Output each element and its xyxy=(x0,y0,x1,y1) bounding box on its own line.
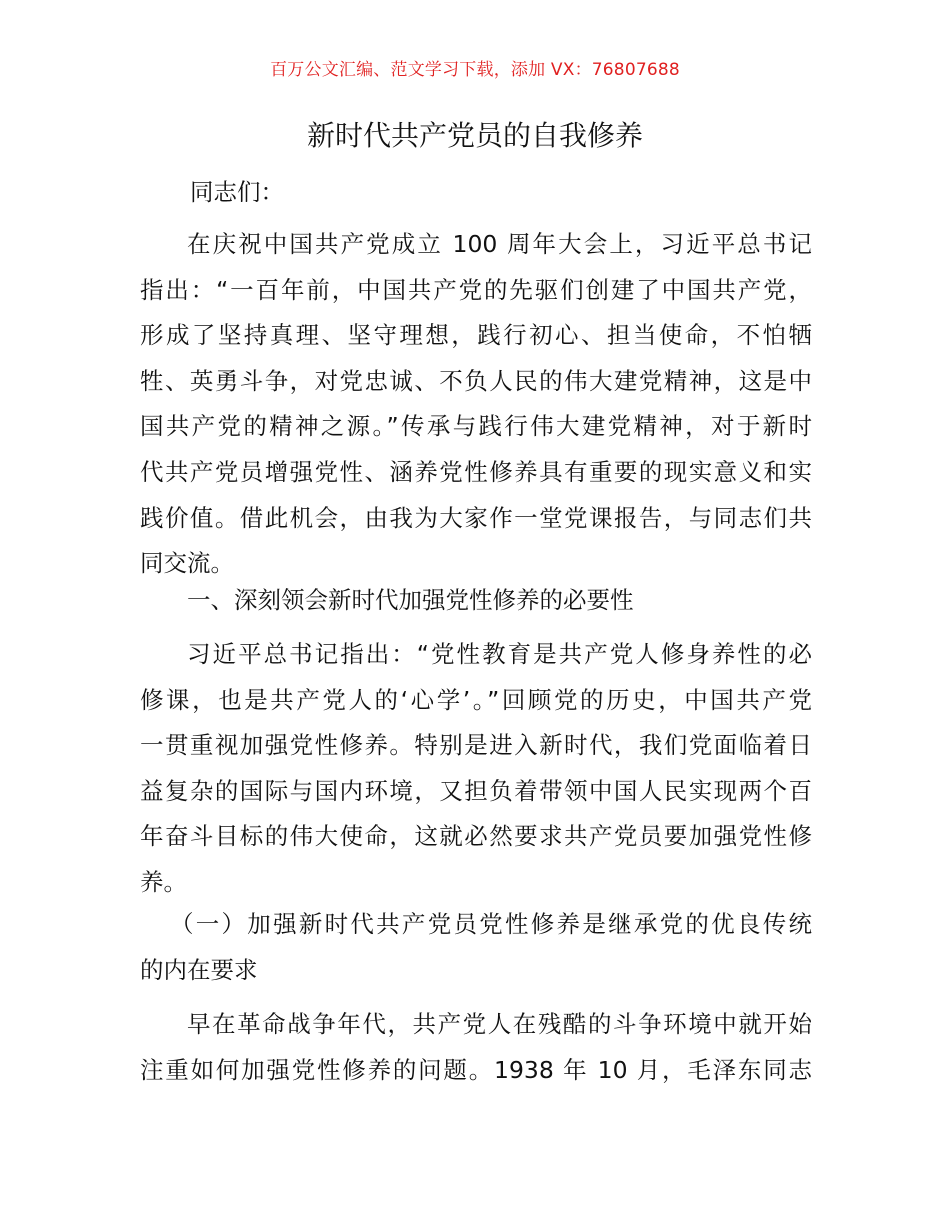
paragraph-line: 形成了坚持真理、坚守理想，践行初心、担当使命，不怕牺 xyxy=(140,321,812,350)
heading-line: 的内在要求 xyxy=(140,955,258,984)
salutation-text: 同志们： xyxy=(190,178,284,206)
paragraph-line: 一贯重视加强党性修养。特别是进入新时代，我们党面临着日 xyxy=(140,731,812,760)
section-heading-1 xyxy=(140,578,812,624)
heading-line: 一、深刻领会新时代加强党性修养的必要性 xyxy=(187,586,634,614)
heading-line: （一）加强新时代共产党员党性修养是继承党的优良传统 xyxy=(170,910,812,938)
paragraph-line: 习近平总书记指出：“党性教育是共产党人修身养性的必 xyxy=(187,640,812,668)
paragraph-line: 益复杂的国际与国内环境，又担负着带领中国人民实现两个百 xyxy=(140,776,812,805)
paragraph-line: 在庆祝中国共产党成立 100 周年大会上，习近平总书记 xyxy=(187,230,812,258)
salutation xyxy=(140,170,812,216)
paragraph-line: 国共产党的精神之源。”传承与践行伟大建党精神，对于新时 xyxy=(140,412,812,441)
watermark-banner: 百万公文汇编、范文学习下载，添加 VX：76807688 xyxy=(270,60,680,80)
paragraph-line: 代共产党员增强党性、涵养党性修养具有重要的现实意义和实 xyxy=(140,457,812,486)
paragraph-section-1 xyxy=(140,632,812,906)
paragraph-line: 修课，也是共产党人的‘心学’。”回顾党的历史，中国共产党 xyxy=(140,685,812,714)
paragraph-line: 年奋斗目标的伟大使命，这就必然要求共产党员要加强党性修 xyxy=(140,822,812,851)
paragraph-line: 同交流。 xyxy=(140,549,234,578)
paragraph-line: 早在革命战争年代，共产党人在残酷的斗争环境中就开始 xyxy=(187,1010,812,1038)
paragraph-line: 牲、英勇斗争，对党忠诚、不负人民的伟大建党精神，这是中 xyxy=(140,366,812,395)
paragraph-subsection-1 xyxy=(140,1002,812,1093)
document-title: 新时代共产党员的自我修养 xyxy=(306,119,643,152)
paragraph-line: 践价值。借此机会，由我为大家作一堂党课报告，与同志们共 xyxy=(140,503,812,532)
paragraph-line: 指出：“一百年前，中国共产党的先驱们创建了中国共产党， xyxy=(140,275,812,304)
paragraph-line: 养。 xyxy=(140,867,187,896)
subsection-heading-1 xyxy=(140,902,812,993)
paragraph-intro xyxy=(140,222,812,587)
paragraph-line: 注重如何加强党性修养的问题。1938 年 10 月，毛泽东同志 xyxy=(140,1055,812,1084)
